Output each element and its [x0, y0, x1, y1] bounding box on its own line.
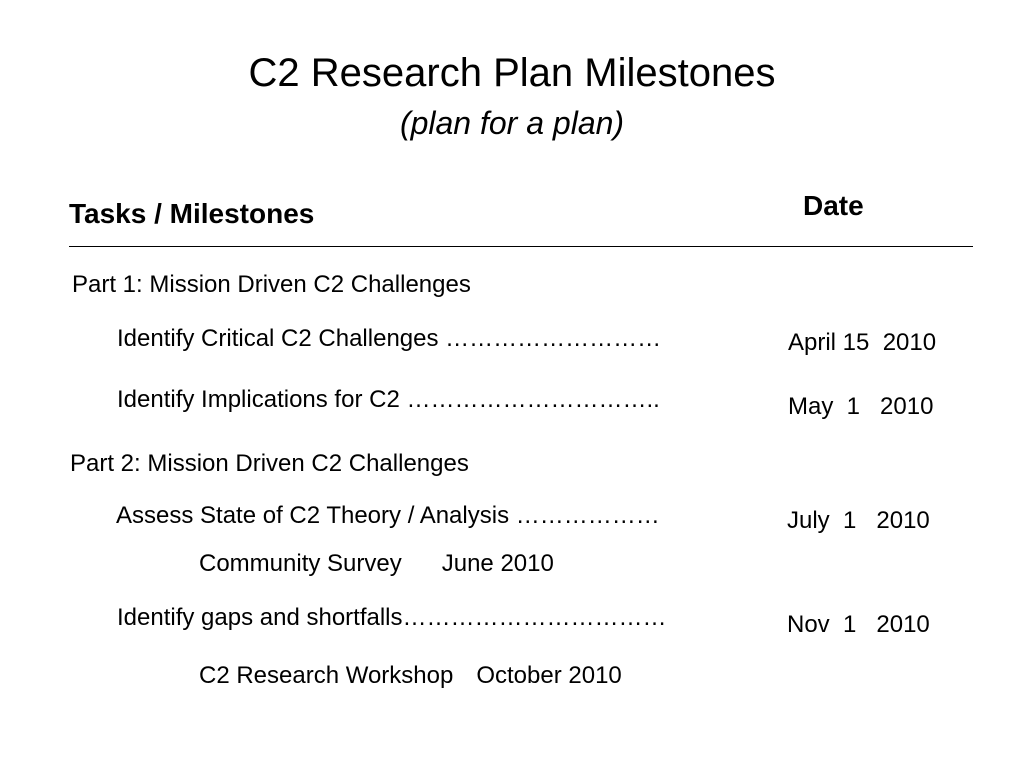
- task-identify-critical-challenges: Identify Critical C2 Challenges ………………………: [117, 325, 662, 352]
- part-2-heading: Part 2: Mission Driven C2 Challenges: [70, 450, 469, 477]
- sub-milestone-community-survey: [199, 550, 554, 578]
- task-identify-gaps: Identify gaps and shortfalls……………………………: [117, 604, 667, 631]
- date-column-header: Date: [803, 190, 864, 221]
- sub-milestone-research-workshop: [199, 662, 622, 690]
- task-identify-implications: Identify Implications for C2 …………………………..: [117, 386, 660, 413]
- date-april-15: April 15 2010: [788, 329, 937, 356]
- sub-milestone-name: C2 Research Workshop: [199, 662, 454, 689]
- sub-milestone-name: Community Survey: [199, 550, 402, 577]
- part-1-heading: Part 1: Mission Driven C2 Challenges: [72, 271, 471, 298]
- slide-subtitle: (plan for a plan): [399, 105, 625, 141]
- slide-title: C2 Research Plan Milestones: [248, 51, 776, 95]
- date-july-1: July 1 2010: [787, 507, 930, 534]
- task-assess-state: Assess State of C2 Theory / Analysis ………………: [116, 502, 660, 529]
- date-may-1: May 1 2010: [788, 393, 934, 420]
- date-nov-1: Nov 1 2010: [787, 611, 930, 638]
- header-divider: [69, 246, 973, 247]
- sub-milestone-date: October 2010: [476, 662, 622, 689]
- sub-milestone-date: June 2010: [441, 550, 554, 577]
- tasks-column-header: Tasks / Milestones: [69, 198, 315, 229]
